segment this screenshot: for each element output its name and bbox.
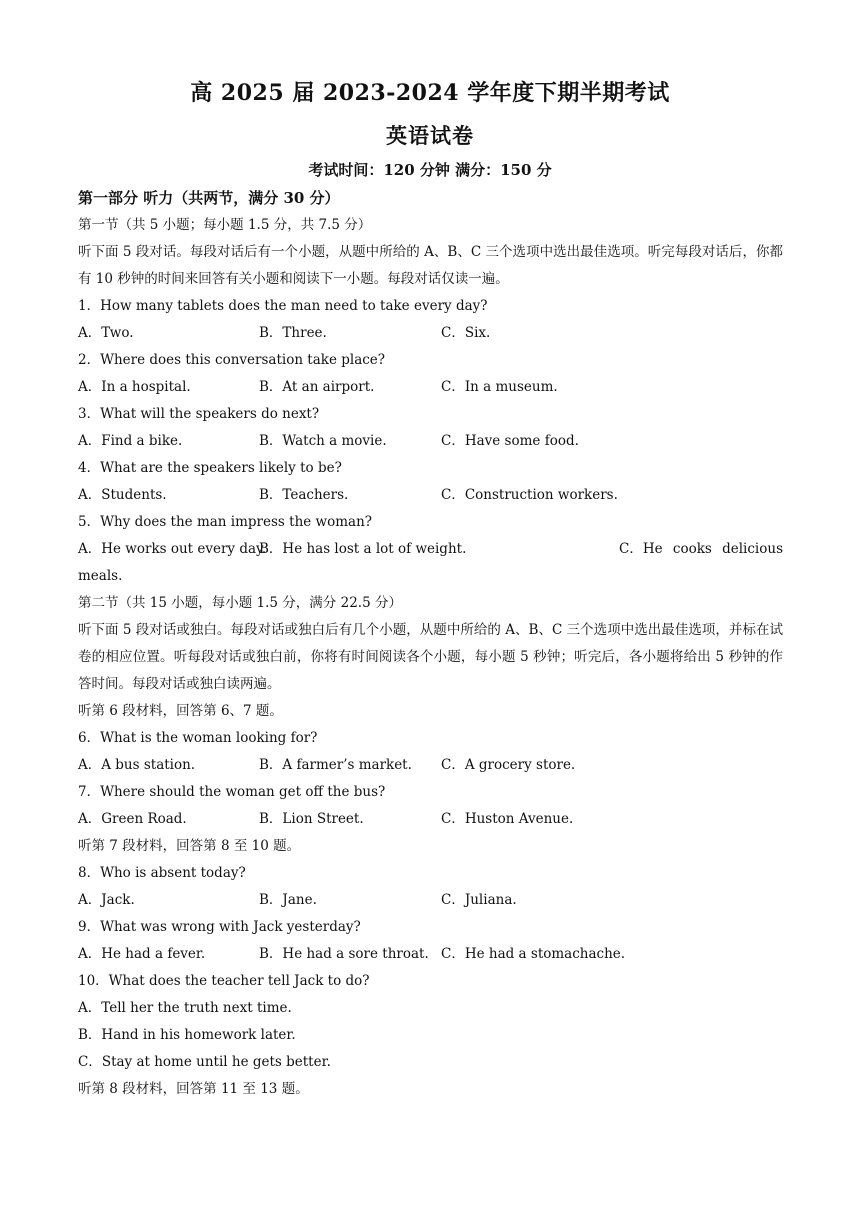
exam-subject: 英语试卷 xyxy=(386,123,474,148)
option-c: C．He cooks delicious xyxy=(619,541,783,557)
option-c: C．Have some food. xyxy=(441,433,579,449)
option-b: B．He has lost a lot of weight. xyxy=(259,541,467,557)
question-1: 1．How many tablets does the man need to take every day? xyxy=(78,298,488,314)
option-b: B．Hand in his homework later. xyxy=(78,1027,296,1043)
option-b: B．Lion Street. xyxy=(259,811,364,827)
options-9 xyxy=(78,941,783,968)
option-b: B．A farmer’s market. xyxy=(259,757,412,773)
question-5: 5．Why does the man impress the woman? xyxy=(78,514,373,530)
question-8: 8．Who is absent today? xyxy=(78,865,246,881)
option-b: B．Watch a movie. xyxy=(259,433,387,449)
options-3 xyxy=(78,428,783,455)
option-a: A．Two. xyxy=(78,325,134,341)
material-8-note: 听第 8 段材料，回答第 11 至 13 题。 xyxy=(78,1081,309,1097)
exam-content xyxy=(78,185,783,1103)
option-a: A．Jack. xyxy=(78,892,135,908)
option-a: A．Tell her the truth next time. xyxy=(78,1000,292,1016)
options-1 xyxy=(78,320,783,347)
option-c: C．Juliana. xyxy=(441,892,517,908)
option-c: C．He had a stomachache. xyxy=(441,946,626,962)
question-7: 7．Where should the woman get off the bus? xyxy=(78,784,386,800)
section2-instruction: 听下面 5 段对话或独白。每段对话或独白后有几个小题，从题中所给的 A、B、C 三个选项中选出最佳选项，并标在试卷的相应位置。听每段对话或独白前，你将有时间阅读各个小题，每小题 5 秒钟；听完后，各小题将给出 5 秒钟的作答时间。每段对话或独白读两遍。 xyxy=(78,622,783,692)
option-c: C．Construction workers. xyxy=(441,487,618,503)
exam-title: 高 2025 届 2023-2024 学年度下期半期考试 xyxy=(190,80,670,106)
options-8 xyxy=(78,887,783,914)
question-10: 10．What does the teacher tell Jack to do? xyxy=(78,973,370,989)
question-2: 2．Where does this conversation take place? xyxy=(78,352,386,368)
option-c: C．A grocery store. xyxy=(441,757,576,773)
option-a: A．Students. xyxy=(78,487,167,503)
question-3: 3．What will the speakers do next? xyxy=(78,406,320,422)
options-4 xyxy=(78,482,783,509)
option-b: B．At an airport. xyxy=(259,379,375,395)
option-b: B．Teachers. xyxy=(259,487,349,503)
options-2 xyxy=(78,374,783,401)
option-c: C．Huston Avenue. xyxy=(441,811,574,827)
section2-heading: 第二节（共 15 小题，每小题 1.5 分，满分 22.5 分） xyxy=(78,595,402,611)
exam-info: 考试时间：120 分钟 满分：150 分 xyxy=(308,161,552,179)
option-c: C．In a museum. xyxy=(441,379,558,395)
option-a: A．He had a fever. xyxy=(78,946,206,962)
question-6: 6．What is the woman looking for? xyxy=(78,730,318,746)
material-6-note: 听第 6 段材料，回答第 6、7 题。 xyxy=(78,703,283,719)
option-a: A．In a hospital. xyxy=(78,379,191,395)
question-9: 9．What was wrong with Jack yesterday? xyxy=(78,919,361,935)
material-7-note: 听第 7 段材料，回答第 8 至 10 题。 xyxy=(78,838,301,854)
option-c: C．Six. xyxy=(441,325,491,341)
part1-heading: 第一部分 听力（共两节，满分 30 分） xyxy=(78,189,340,207)
option-a: A．He works out every day. xyxy=(78,541,267,557)
option-c-continuation: meals. xyxy=(78,568,123,584)
option-c: C．Stay at home until he gets better. xyxy=(78,1054,331,1070)
question-4: 4．What are the speakers likely to be? xyxy=(78,460,342,476)
option-a: A．Find a bike. xyxy=(78,433,183,449)
section1-heading: 第一节（共 5 小题；每小题 1.5 分，共 7.5 分） xyxy=(78,217,372,233)
options-7 xyxy=(78,806,783,833)
section1-instruction: 听下面 5 段对话。每段对话后有一个小题，从题中所给的 A、B、C 三个选项中选出最佳选项。听完每段对话后，你都有 10 秒钟的时间来回答有关小题和阅读下一小题。每段对话仅读一遍。 xyxy=(78,244,783,287)
options-6 xyxy=(78,752,783,779)
option-a: A．Green Road. xyxy=(78,811,187,827)
option-a: A．A bus station. xyxy=(78,757,196,773)
option-b: B．Jane. xyxy=(259,892,317,908)
option-b: B．Three. xyxy=(259,325,327,341)
options-5 xyxy=(78,536,783,563)
option-b: B．He had a sore throat. xyxy=(259,946,429,962)
